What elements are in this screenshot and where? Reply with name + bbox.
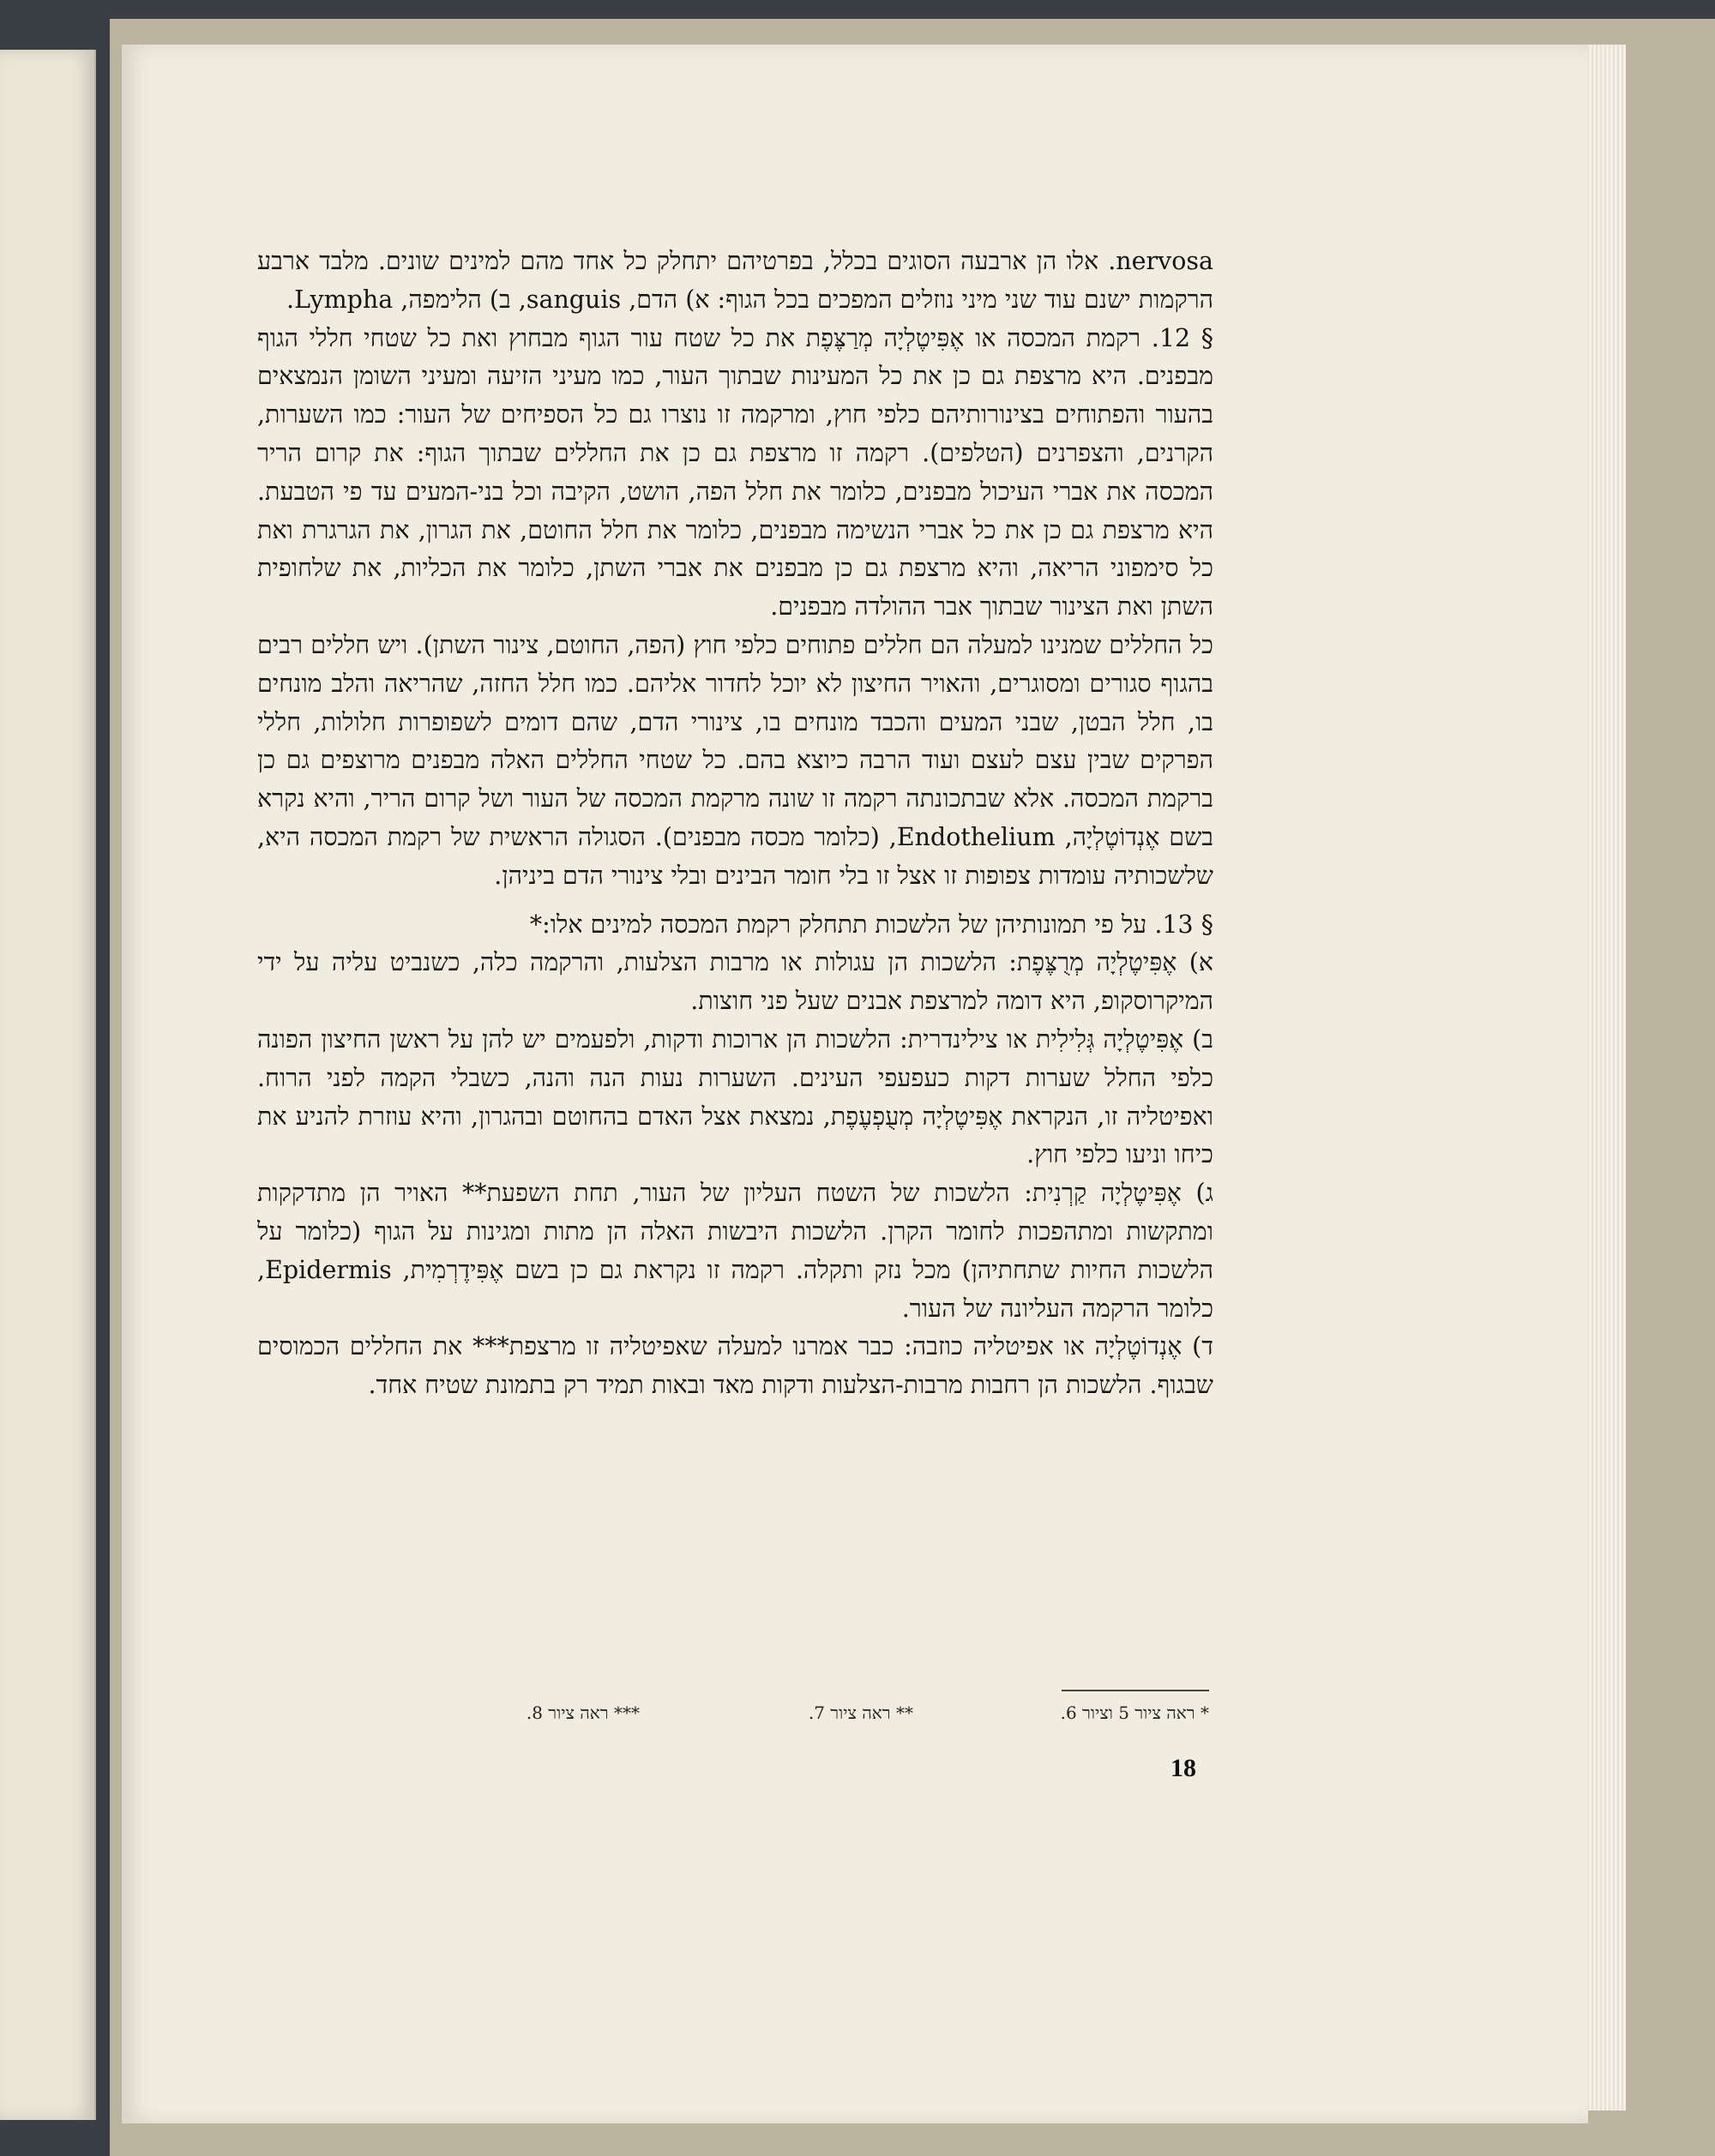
- facing-page: [0, 50, 96, 2120]
- paragraph-1: nervosa. אלו הן ארבעה הסוגים בכלל, בפרטיהם יתחלק כל אחד מהם למינים שונים. מלבד ארבע הרקמות ישנם עוד שני מיני נוזלים המפכים בכל הגוף: א) הדם, sanguis, ב) הלימפה, Lympha.: [257, 247, 1213, 314]
- paragraph-4: § 13. על פי תמונותיהן של הלשכות תתחלק רקמת המכסה למינים אלו:*: [529, 910, 1213, 939]
- paragraph-6: ב) אֶפִּיטֶלְיָה גְּלִילִית או צילינדרית: הלשכות הן ארוכות ודקות, ולפעמים יש להן על ראשן החיצון הפונה כלפי החלל שערות דקות כעפעפי העינים. השערות נעות הנה והנה, כשבלי הקמה לפני הרוח. ואפיטליה זו, הנקראת אֶפִּיטֶלְיָה מְעֻפְעֶפֶת, נמצאת אצל האדם בהחוטם ובהגרון, והיא עוזרת להניע את כיחו וניעו כלפי חוץ.: [257, 1024, 1213, 1169]
- footnote-2: ** ראה ציור 7.: [808, 1703, 913, 1723]
- paragraph-8: ד) אֶנְדוֹטֶלְיָה או אפיטליה כוזבה: כבר אמרנו למעלה שאפיטליה זו מרצפת*** את החללים הכמוסים שבגוף. הלשכות הן רחבות מרבות-הצלעות ודקות מאד ובאות תמיד רק בתמונת שטיח אחד.: [257, 1332, 1213, 1400]
- paragraph-3: כל החללים שמנינו למעלה הם חללים פתוחים כלפי חוץ (הפה, החוטם, צינור השתן). ויש חללים רבים בהגוף סגורים ומסוגרים, והאויר החיצון לא יוכל לחדור אליהם. כמו חלל החזה, שהריאה והלב מונחים בו, חלל הבטן, שבני המעים והכבד מונחים בו, צינורי הדם, שהם דומים לשפופרות חלולות, חללי הפרקים שבין עצם לעצם ועוד הרבה כיוצא בהם. כל שטחי החללים האלה מבפנים מרוצפים גם כן ברקמת המכסה. אלא שבתכונתה רקמה זו שונה מרקמת המכסה של העור ושל קרום הריר, והיא נקרא בשם אֶנְדוֹטֶלְיָה, Endothelium, (כלומר מכסה מבפנים). הסגולה הראשית של רקמת המכסה היא, שלשכותיה עומדות צפופות זו אצל זו בלי חומר הבינים ובלי צינורי הדם ביניהן.: [257, 630, 1213, 890]
- page-number: 18: [1170, 1754, 1196, 1782]
- paragraph-7: ג) אֶפִּיטֶלְיָה קַרְנִית: הלשכות של השטח העליון של העור, תחת השפעת** האויר הן מתדקקות ומתקשות ומתהפכות לחומר הקרן. הלשכות היבשות האלה הן מתות ומגינות על הגוף (כלומר על הלשכות החיות שתחתיהן) מכל נזק ותקלה. רקמה זו נקראת גם כן בשם אֶפִּידֶרְמִית, Epidermis, כלומר הרקמה העליונה של העור.: [257, 1179, 1213, 1323]
- footnote-rule: [1062, 1690, 1209, 1691]
- footnote-3: *** ראה ציור 8.: [526, 1703, 640, 1723]
- paragraph-5: א) אֶפִּיטֶלְיָה מְרֻצֶּפֶת: הלשכות הן עגולות או מרבות הצלעות, והרקמה כלה, כשנביט עליה על ידי המיקרוסקופ, היא דומה למרצפת אבנים שעל פני חוצות.: [257, 948, 1213, 1016]
- paragraph-2: § 12. רקמת המכסה או אֶפִּיטֶלְיָה מְרַצֶּפֶת את כל שטח עור הגוף מבחוץ ואת כל שטחי חללי הגוף מבפנים. היא מרצפת גם כן את כל המעינות שבתוך העור, כמו מעיני הזיעה ומעיני השומן הנמצאים בהעור והפתוחים בצינורותיהם כלפי חוץ, ומרקמה זו נוצרו גם כל הספיחים של העור: כמו השערות, הקרנים, והצפרנים (הטלפים). רקמה זו מרצפת גם כן את החללים שבתוך הגוף: את קרום הריר המכסה את אברי העיכול מבפנים, כלומר את חלל הפה, הושט, הקיבה וכל בני-המעים עד פי הטבעת. היא מרצפת גם כן את כל אברי הנשימה מבפנים, כלומר את חלל החוטם, את הגרון, את הגרגרת ואת כל סימפוני הריאה, והיא מרצפת גם כן מבפנים את אברי השתן, כלומר את הכליות, את שלחופית השתן ואת הצינור שבתוך אבר ההולדה מבפנים.: [257, 323, 1213, 622]
- footnotes: [326, 1703, 1209, 1737]
- footnote-1: * ראה ציור 5 וציור 6.: [1060, 1703, 1209, 1723]
- main-text: [257, 243, 1213, 1405]
